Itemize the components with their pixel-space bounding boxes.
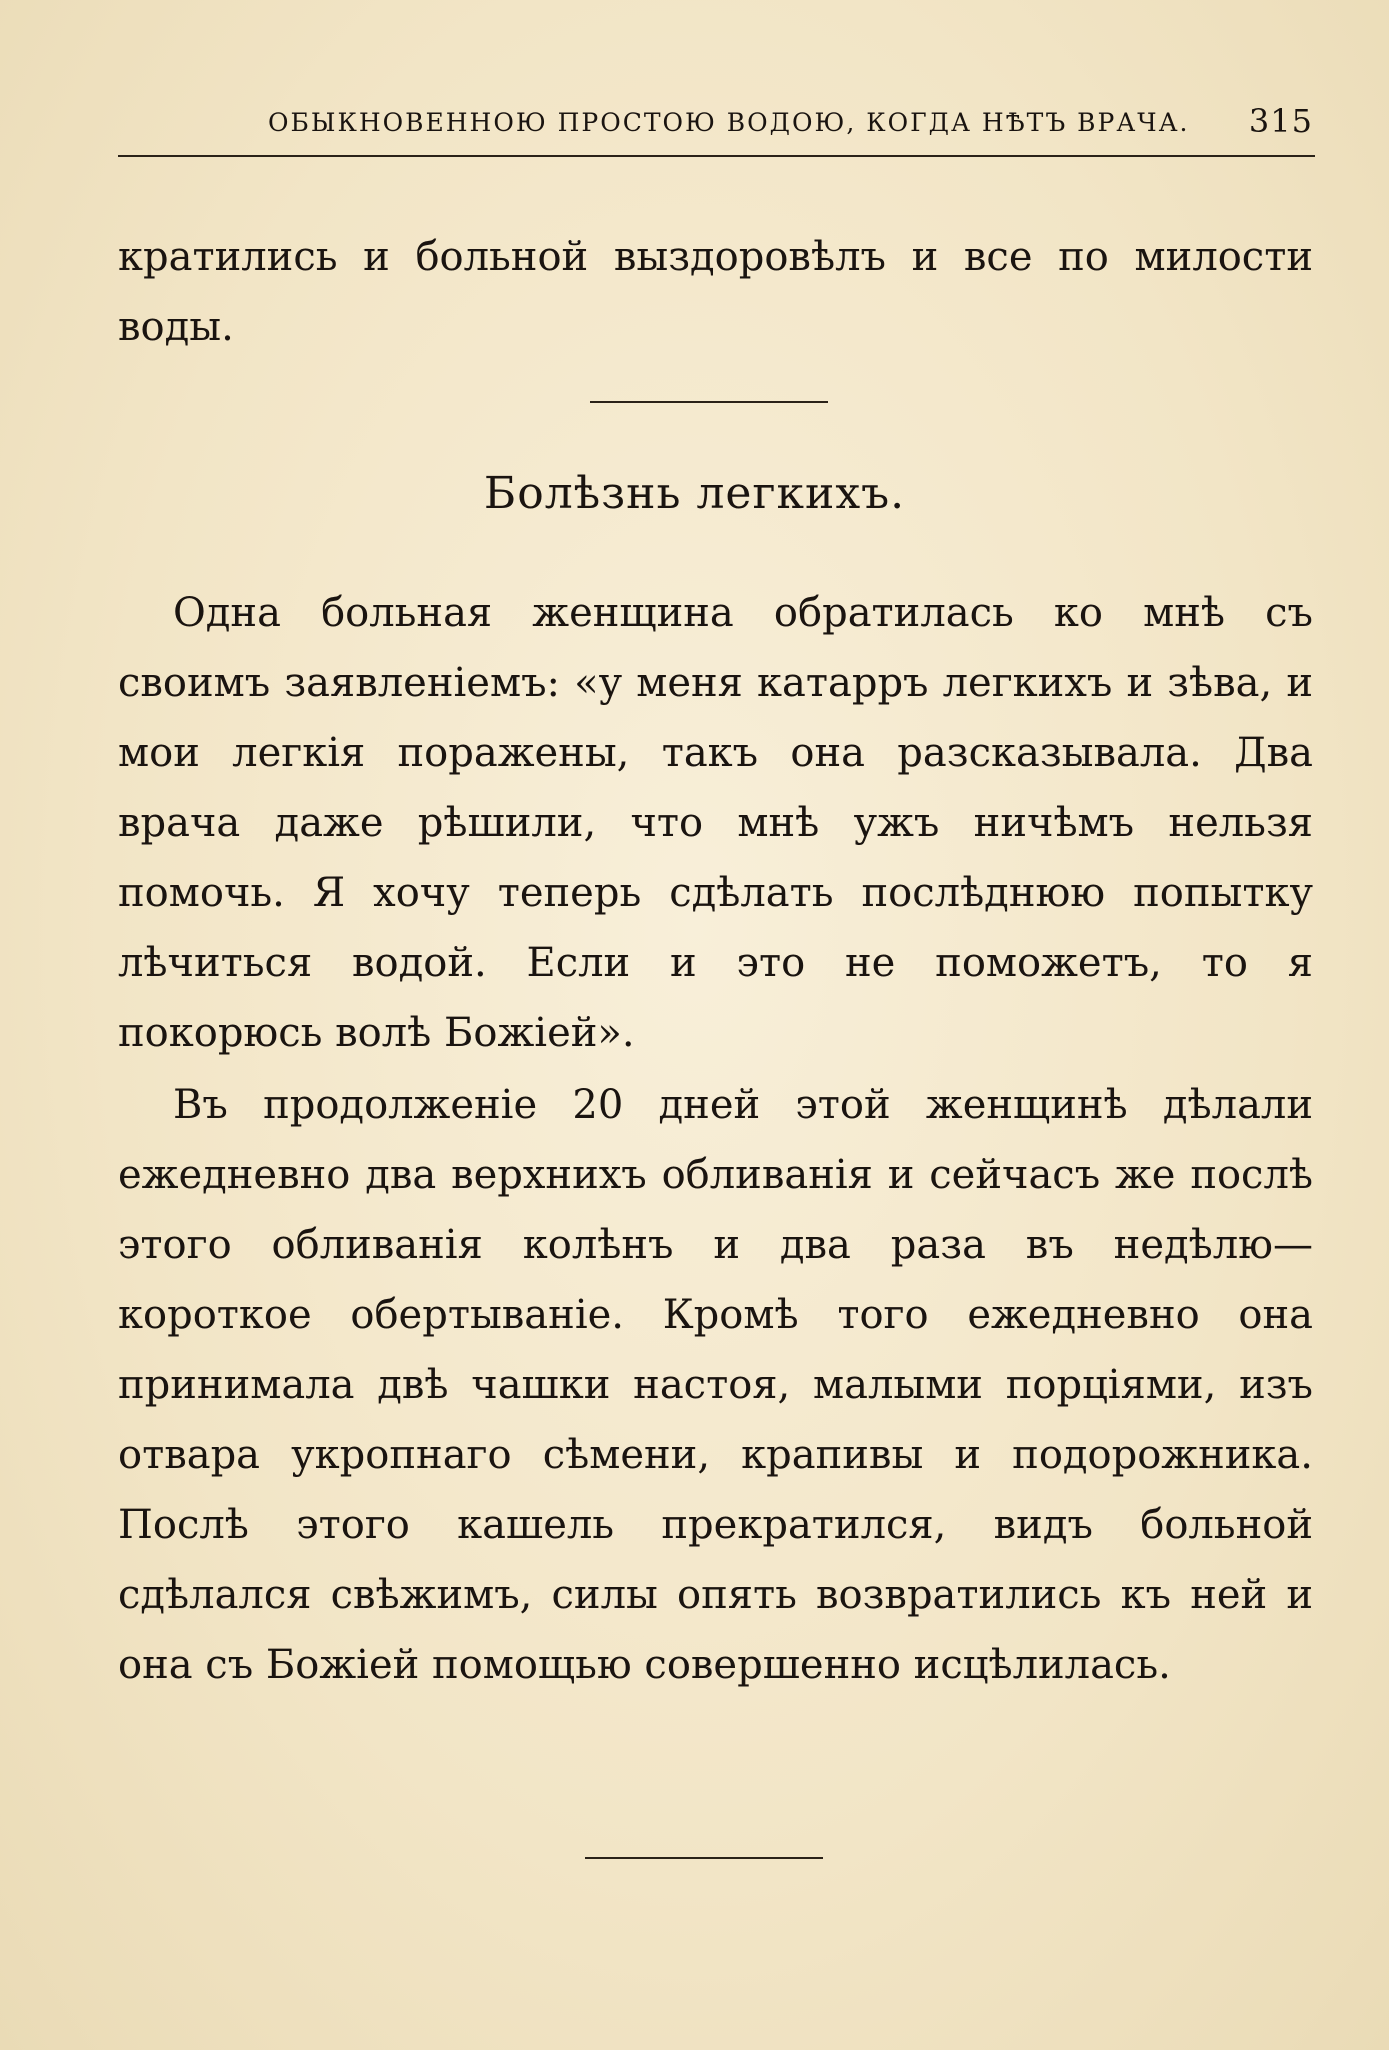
- section-heading: Болѣзнь легкихъ.: [483, 468, 906, 519]
- running-head: [118, 100, 1313, 150]
- section-divider-top: [590, 401, 828, 403]
- section-divider-bottom: [585, 1857, 823, 1859]
- running-title: ОБЫКНОВЕННОЮ ПРОСТОЮ ВОДОЮ, КОГДА НѢТЪ ВРАЧА.: [268, 108, 1190, 137]
- paragraph-2: Въ продолженіе 20 дней этой женщинѣ дѣлали ежедневно два верхнихъ обливанія и сейчасъ же послѣ этого обливанія колѣнъ и два раза въ недѣлю—короткое обертываніе. Кромѣ того ежедневно она принимала двѣ чашки настоя, малыми порціями, изъ отвара укропнаго сѣмени, крапивы и подорожника. Послѣ этого кашель прекратился, видъ больной сдѣлался свѣжимъ, силы опять возвратились къ ней и она съ Божіей помощью совершенно исцѣлилась.: [118, 1082, 1313, 1688]
- paragraph-1: Одна больная женщина обратилась ко мнѣ съ своимъ заявленіемъ: «у меня катарръ легкихъ и зѣва, и мои легкія поражены, такъ она разсказывала. Два врача даже рѣшили, что мнѣ ужъ ничѣмъ нельзя помочь. Я хочу теперь сдѣлать послѣднюю попытку лѣчиться водой. Если и это не поможетъ, то я покорюсь волѣ Божіей».: [118, 590, 1313, 1056]
- continuation-paragraph: кратились и больной выздоровѣлъ и все по милости воды.: [118, 234, 1313, 350]
- page-number: 315: [1248, 102, 1313, 140]
- header-rule: [118, 155, 1315, 157]
